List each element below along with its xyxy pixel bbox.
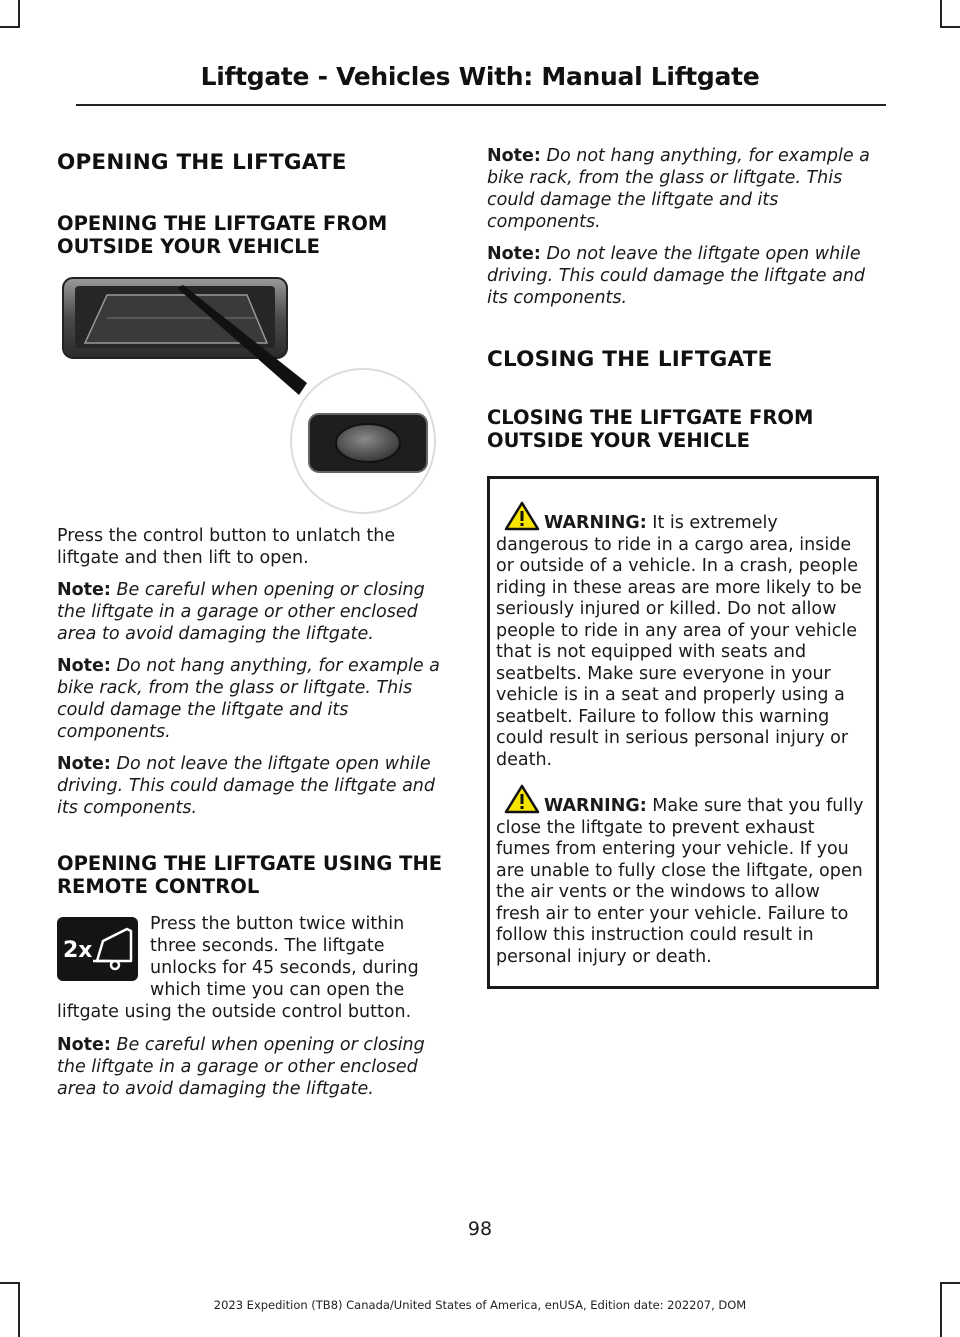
note-garage-1 [57,579,452,645]
note-bike-rack-1 [57,655,452,743]
remote-instruction [57,913,452,1023]
note-text: Be careful when opening or closing the liftgate in a garage or other enclosed area to avoid damaging the liftgate. [57,1035,425,1099]
warning-label: WARNING: [544,796,647,816]
remote-text: Press the button twice within three seconds. The liftgate unlocks for 45 seconds, during which time you can open the liftgate using the outside control button. [57,914,419,1022]
press-instruction: Press the control button to unlatch the liftgate and then lift to open. [57,526,396,568]
right-column [487,145,879,989]
crop-mark [940,1282,960,1284]
note-driving-2 [487,243,879,309]
note-text: Do not hang anything, for example a bike rack, from the glass or liftgate. This could damage the liftgate and its components. [487,146,870,232]
note-garage-2 [57,1034,452,1100]
note-label: Note: [57,656,111,676]
warning-exhaust [496,784,868,968]
note-label: Note: [57,754,111,774]
crop-mark [940,0,942,28]
crop-mark [18,0,20,28]
crop-mark [0,1282,20,1284]
note-driving-1 [57,753,452,819]
left-column [57,145,452,1100]
remote-liftgate-2x-icon [57,917,138,981]
warning-triangle-icon [504,784,540,814]
note-label: Note: [57,1035,111,1055]
subsection-title-opening-outside: OPENING THE LIFTGATE FROM OUTSIDE YOUR VEHICLE [57,212,388,258]
warning-cargo [496,501,868,771]
warning-triangle-icon [504,501,540,531]
page-footer: 2023 Expedition (TB8) Canada/United States of America, enUSA, Edition date: 202207, DOM [213,1298,747,1312]
note-text: Be careful when opening or closing the liftgate in a garage or other enclosed area to avoid damaging the liftgate. [57,580,425,644]
warning-label: WARNING: [544,513,647,533]
page-header-title: Liftgate - Vehicles With: Manual Liftgate [200,62,760,91]
header-rule [76,104,886,106]
note-text: Do not leave the liftgate open while driving. This could damage the liftgate and its components. [487,244,866,308]
liftgate-handle-figure [57,273,437,518]
liftgate-handle-button-icon [57,273,437,518]
section-title-opening: OPENING THE LIFTGATE [57,150,347,175]
warning-text: Make sure that you fully close the liftgate to prevent exhaust fumes from entering your vehicle. If you are unable to fully close the liftgate, open the air vents or the windows to allow fresh air to enter your vehicle. Failure to follow this instruction could result in personal injury or death. [496,796,864,967]
note-label: Note: [487,146,541,166]
crop-mark [940,26,960,28]
note-label: Note: [487,244,541,264]
warning-box [487,476,879,989]
subsection-title-remote: OPENING THE LIFTGATE USING THE REMOTE CONTROL [57,852,443,898]
note-text: Do not leave the liftgate open while driving. This could damage the liftgate and its components. [57,754,436,818]
note-bike-rack-2 [487,145,879,233]
remote-icon-label: 2x [63,938,93,963]
note-label: Note: [57,580,111,600]
section-title-closing: CLOSING THE LIFTGATE [487,347,773,372]
crop-mark [0,26,20,28]
note-text: Do not hang anything, for example a bike rack, from the glass or liftgate. This could damage the liftgate and its components. [57,656,440,742]
warning-text: It is extremely dangerous to ride in a cargo area, inside or outside of a vehicle. In a crash, people riding in these areas are more likely to be seriously injured or killed. Do not allow people to ride in any area of your vehicle that is not equipped with seats and seatbelts. Make sure everyone in your vehicle is in a seat and properly using a seatbelt. Failure to follow this warning could result in serious personal injury or death. [496,513,862,770]
subsection-title-closing-outside: CLOSING THE LIFTGATE FROM OUTSIDE YOUR VEHICLE [487,406,814,452]
page-number: 98 [467,1218,493,1240]
